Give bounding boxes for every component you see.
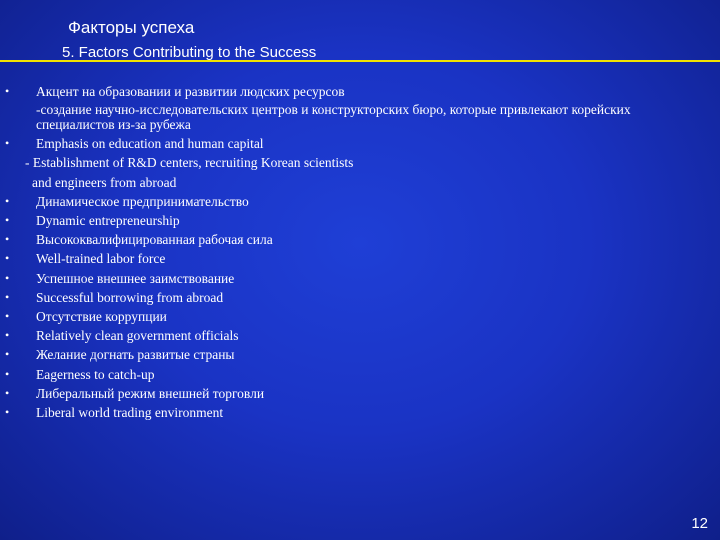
list-item — [0, 211, 720, 230]
list-item-text: Акцент на образовании и развитии людских ресурсов — [36, 84, 345, 99]
list-item-text: -создание научно-исследовательских центров и конструкторских бюро, которые привлекают корейских специалистов из-за рубежа — [36, 102, 631, 132]
bullet-icon: • — [5, 232, 10, 247]
bullet-list — [0, 82, 720, 422]
list-item — [0, 403, 720, 422]
list-item — [0, 326, 720, 345]
page-number: 12 — [691, 515, 708, 532]
list-item — [0, 288, 720, 307]
list-item-text: Динамическое предпринимательство — [36, 193, 249, 209]
bullet-icon: • — [5, 309, 10, 324]
slide-title: Факторы успеха — [68, 18, 195, 37]
list-item-text: Отсутствие коррупции — [36, 309, 167, 325]
list-item-continuation — [0, 101, 720, 134]
list-item-text: Successful borrowing from abroad — [36, 289, 224, 305]
list-item — [0, 249, 720, 268]
list-item — [0, 384, 720, 403]
list-item — [0, 365, 720, 384]
bullet-icon: • — [5, 385, 10, 400]
list-item-text: Emphasis on education and human capital — [36, 136, 264, 152]
list-item-text: Либеральный режим внешней торговли — [36, 385, 265, 401]
bullet-icon: • — [5, 251, 10, 266]
bullet-icon: • — [5, 84, 10, 98]
list-item — [0, 307, 720, 326]
bullet-icon: • — [5, 289, 10, 304]
bullet-icon: • — [5, 347, 10, 362]
list-item-text: Высококвалифицированная рабочая сила — [36, 232, 273, 248]
list-item — [0, 269, 720, 288]
bullet-icon: • — [5, 213, 10, 228]
list-item-text: Успешное внешнее заимствование — [36, 270, 235, 286]
bullet-icon: • — [5, 366, 10, 381]
list-item-detail: - Establishment of R&D centers, recruiting Korean scientists — [25, 155, 354, 171]
bullet-icon: • — [5, 193, 10, 208]
list-item — [0, 230, 720, 249]
list-item-text: Well-trained labor force — [36, 251, 166, 267]
slide-subtitle: 5. Factors Contributing to the Success — [62, 44, 317, 60]
list-item — [0, 345, 720, 364]
list-item-text: Желание догнать развитые страны — [36, 347, 235, 363]
list-item — [0, 82, 720, 101]
accent-rule — [0, 60, 720, 62]
list-item-text: Dynamic entrepreneurship — [36, 213, 180, 229]
list-item-text: Liberal world trading environment — [36, 405, 224, 421]
bullet-icon: • — [5, 270, 10, 285]
list-item — [0, 192, 720, 211]
list-item-text: Eagerness to catch-up — [36, 366, 155, 382]
subtitle-clip — [0, 44, 720, 60]
list-item-detail: and engineers from abroad — [32, 174, 177, 190]
list-item-text: Relatively clean government officials — [36, 328, 239, 344]
bullet-icon: • — [5, 328, 10, 343]
bullet-icon: • — [5, 405, 10, 420]
bullet-icon: • — [5, 136, 10, 151]
list-item — [0, 134, 720, 153]
